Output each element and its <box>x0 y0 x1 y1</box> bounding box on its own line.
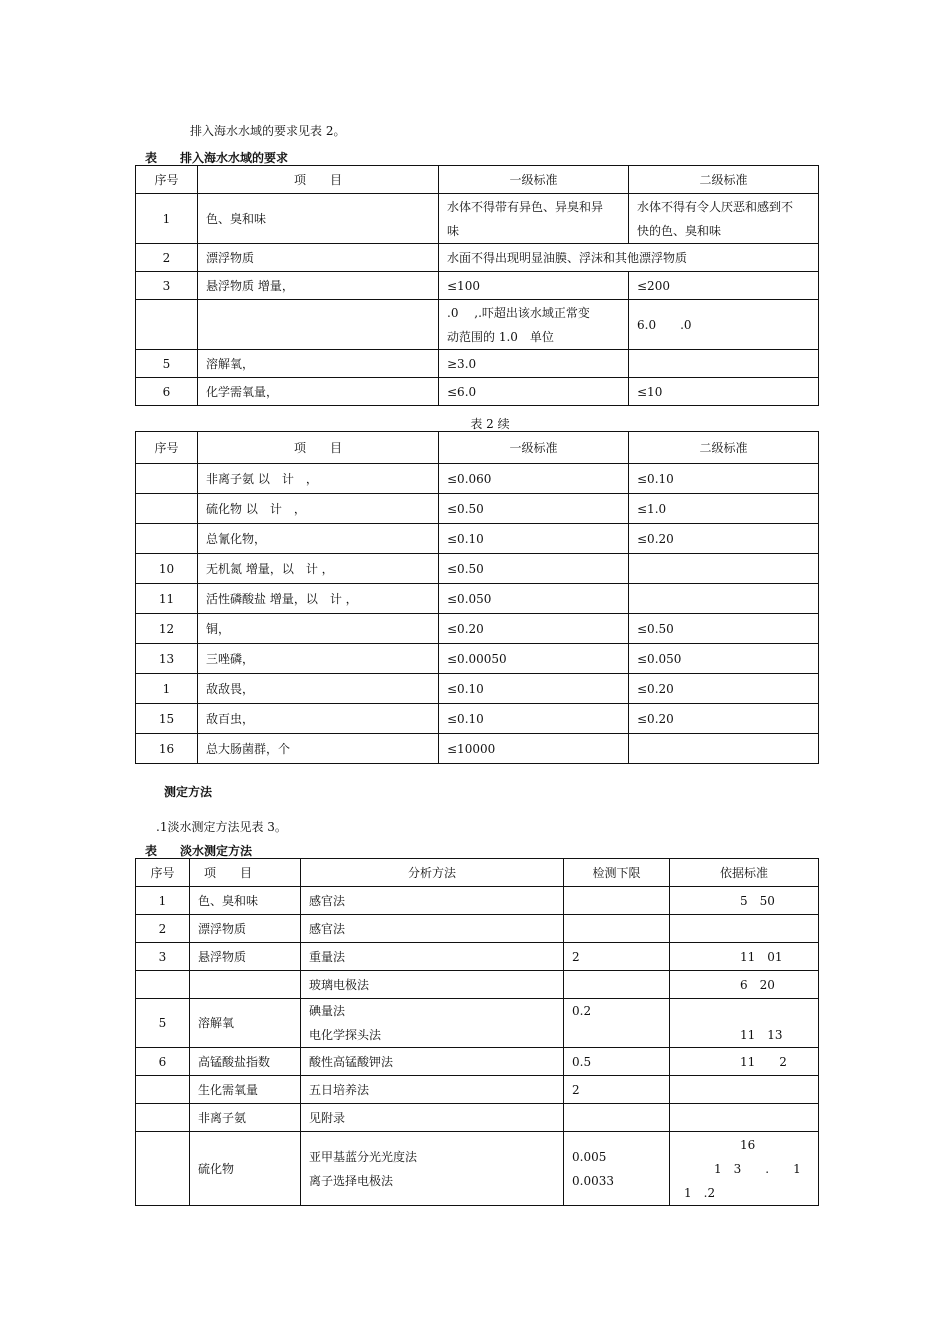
row-number: 5 <box>136 999 190 1048</box>
row-number: 10 <box>136 554 198 584</box>
table-row <box>136 300 819 350</box>
row-detection-limit: 2 <box>564 1076 670 1104</box>
row-detection-limit <box>564 887 670 915</box>
row-number: 12 <box>136 614 198 644</box>
row-item <box>198 300 439 350</box>
row-item <box>190 971 301 999</box>
row-number <box>136 971 190 999</box>
row-method: 感官法 <box>301 887 564 915</box>
row-number <box>136 1076 190 1104</box>
table-row <box>136 1048 819 1076</box>
row-standard-2: ≤10 <box>629 378 819 406</box>
cell-line: 16 <box>740 1137 756 1152</box>
row-number: 5 <box>136 350 198 378</box>
table-row <box>136 554 819 584</box>
cell-line: 亚甲基蓝分光光度法 <box>309 1149 418 1164</box>
row-item: 硫化物 以 计 ， <box>198 494 439 524</box>
cell-line: 动范围的 1.0 单位 <box>447 329 554 344</box>
table-row <box>136 378 819 406</box>
row-number: 1 <box>136 887 190 915</box>
table-row <box>136 1104 819 1132</box>
cell-line: 离子选择电极法 <box>309 1173 394 1188</box>
row-method <box>301 1132 564 1206</box>
row-standard-2: ≤0.050 <box>629 644 819 674</box>
row-item: 高锰酸盐指数 <box>190 1048 301 1076</box>
header-cell: 一级标准 <box>439 432 629 464</box>
row-standard-1: ≤0.10 <box>439 704 629 734</box>
row-standard-2 <box>629 584 819 614</box>
cell-line: 水体不得有令人厌恶和感到不 <box>637 199 794 214</box>
cell-line: 水体不得带有异色、异臭和异 <box>447 199 604 214</box>
row-standard-2: ≤0.50 <box>629 614 819 644</box>
row-number <box>136 464 198 494</box>
row-item: 硫化物 <box>190 1132 301 1206</box>
table-row <box>136 644 819 674</box>
row-standard-1: ≤0.20 <box>439 614 629 644</box>
row-standard-1: ≤0.10 <box>439 524 629 554</box>
cell-line: 1 3 . 1 <box>714 1161 801 1176</box>
row-item: 漂浮物质 <box>190 915 301 943</box>
row-number: 1 <box>136 674 198 704</box>
cell-line: 0.0033 <box>572 1173 614 1188</box>
row-standard: 11 2 <box>670 1048 819 1076</box>
row-standard-2 <box>629 350 819 378</box>
row-standard-1: ≤0.50 <box>439 554 629 584</box>
row-method: 感官法 <box>301 915 564 943</box>
row-detection-limit <box>564 915 670 943</box>
row-standard-1: ≥3.0 <box>439 350 629 378</box>
row-standard-2: ≤0.20 <box>629 704 819 734</box>
row-number <box>136 524 198 554</box>
row-detection-limit <box>564 1104 670 1132</box>
row-standard-1: ≤10000 <box>439 734 629 764</box>
row-standard-1: ≤6.0 <box>439 378 629 406</box>
row-item: 非离子氨 以 计 ， <box>198 464 439 494</box>
row-standard-2 <box>629 194 819 244</box>
cell-line <box>572 1023 661 1047</box>
row-standard-1: ≤0.050 <box>439 584 629 614</box>
row-method: 五日培养法 <box>301 1076 564 1104</box>
table-row <box>136 350 819 378</box>
table-row <box>136 674 819 704</box>
header-cell: 二级标准 <box>629 432 819 464</box>
cell-line: 1 .2 <box>684 1185 716 1200</box>
row-detection-limit: 2 <box>564 943 670 971</box>
row-number: 6 <box>136 378 198 406</box>
row-number <box>136 1104 190 1132</box>
header-cell: 序号 <box>136 166 198 194</box>
table-row <box>136 464 819 494</box>
row-method <box>301 999 564 1048</box>
cell-line: 0.2 <box>572 1004 592 1018</box>
cell-line <box>740 999 810 1023</box>
table-row <box>136 244 819 272</box>
row-number: 3 <box>136 272 198 300</box>
row-standard-1 <box>439 300 629 350</box>
row-detection-limit <box>564 1132 670 1206</box>
row-standard <box>670 1076 819 1104</box>
table-row <box>136 584 819 614</box>
table-row <box>136 943 819 971</box>
table-row <box>136 614 819 644</box>
table1-caption-label: 表 <box>145 151 158 165</box>
section-heading: 测定方法 <box>164 785 213 799</box>
row-number: 3 <box>136 943 190 971</box>
table-row <box>136 194 819 244</box>
row-item: 总大肠菌群，个 <box>198 734 439 764</box>
row-standard <box>670 1104 819 1132</box>
row-standard-1 <box>439 194 629 244</box>
row-item: 色、臭和味 <box>190 887 301 915</box>
row-item: 化学需氧量， <box>198 378 439 406</box>
table-header-row <box>136 432 819 464</box>
row-standard <box>670 915 819 943</box>
row-number: 15 <box>136 704 198 734</box>
row-number: 2 <box>136 244 198 272</box>
row-number: 16 <box>136 734 198 764</box>
row-number: 6 <box>136 1048 190 1076</box>
table-header-row <box>136 859 819 887</box>
row-item: 生化需氧量 <box>190 1076 301 1104</box>
row-standard-2: ≤0.20 <box>629 674 819 704</box>
table-row <box>136 494 819 524</box>
row-standard-2: ≤200 <box>629 272 819 300</box>
row-method: 见附录 <box>301 1104 564 1132</box>
row-item: 非离子氨 <box>190 1104 301 1132</box>
row-standard-2 <box>629 734 819 764</box>
row-standard-2: ≤1.0 <box>629 494 819 524</box>
table-row <box>136 704 819 734</box>
row-number: 2 <box>136 915 190 943</box>
row-standard-2: ≤0.20 <box>629 524 819 554</box>
row-standard-2 <box>629 554 819 584</box>
row-item: 敌敌畏， <box>198 674 439 704</box>
row-standard-merged: 水面不得出现明显油膜、浮沫和其他漂浮物质 <box>439 244 819 272</box>
row-standard: 5 50 <box>670 887 819 915</box>
row-standard-2: 6.0 .0 <box>629 300 819 350</box>
cell-line: 味 <box>447 223 460 238</box>
table2 <box>135 431 819 764</box>
table-row <box>136 272 819 300</box>
intro-text: 排入海水水域的要求见表 2。 <box>190 124 346 138</box>
row-standard-1: ≤0.10 <box>439 674 629 704</box>
row-method: 重量法 <box>301 943 564 971</box>
row-number <box>136 494 198 524</box>
header-cell: 序号 <box>136 432 198 464</box>
cell-line: 快的色、臭和味 <box>637 223 722 238</box>
header-cell: 序号 <box>136 859 190 887</box>
cell-line: 碘量法 <box>309 1004 346 1018</box>
subsection-text: .1淡水测定方法见表 3。 <box>156 820 287 834</box>
row-number: 11 <box>136 584 198 614</box>
header-cell: 一级标准 <box>439 166 629 194</box>
row-standard: 6 20 <box>670 971 819 999</box>
header-cell: 分析方法 <box>301 859 564 887</box>
row-item: 悬浮物质 <box>190 943 301 971</box>
table2-caption: 表 2 续 <box>470 417 510 431</box>
cell-line: 电化学探头法 <box>309 1028 382 1042</box>
row-item: 漂浮物质 <box>198 244 439 272</box>
table3-caption-title: 淡水测定方法 <box>180 844 253 858</box>
row-standard-1: ≤0.060 <box>439 464 629 494</box>
row-item: 铜， <box>198 614 439 644</box>
cell-line: 0.005 <box>572 1149 607 1164</box>
row-standard: 11 01 <box>670 943 819 971</box>
row-standard <box>670 999 819 1048</box>
table-row <box>136 971 819 999</box>
row-item: 三唑磷， <box>198 644 439 674</box>
row-standard-1: ≤0.50 <box>439 494 629 524</box>
table-row <box>136 1076 819 1104</box>
table-header-row <box>136 166 819 194</box>
header-cell: 项 目 <box>198 166 439 194</box>
table3 <box>135 858 819 1206</box>
row-method: 玻璃电极法 <box>301 971 564 999</box>
row-item: 无机氮 增量，以 计 ， <box>198 554 439 584</box>
row-detection-limit <box>564 971 670 999</box>
row-standard-2: ≤0.10 <box>629 464 819 494</box>
row-detection-limit: 0.5 <box>564 1048 670 1076</box>
row-standard-1: ≤0.00050 <box>439 644 629 674</box>
row-method: 酸性高锰酸钾法 <box>301 1048 564 1076</box>
table-row <box>136 1132 819 1206</box>
header-cell: 项 目 <box>198 432 439 464</box>
header-cell: 依据标准 <box>670 859 819 887</box>
row-item: 悬浮物质 增量， <box>198 272 439 300</box>
row-item: 活性磷酸盐 增量，以 计 ， <box>198 584 439 614</box>
table-row <box>136 524 819 554</box>
table-row <box>136 887 819 915</box>
row-standard-1: ≤100 <box>439 272 629 300</box>
header-cell: 项 目 <box>190 859 301 887</box>
table-row <box>136 999 819 1048</box>
header-cell: 检测下限 <box>564 859 670 887</box>
table-row <box>136 915 819 943</box>
row-standard <box>670 1132 819 1206</box>
row-number: 1 <box>136 194 198 244</box>
table1 <box>135 165 819 406</box>
row-item: 溶解氧， <box>198 350 439 378</box>
table-row <box>136 734 819 764</box>
cell-line: 11 13 <box>740 1028 783 1042</box>
row-number <box>136 300 198 350</box>
table3-caption-label: 表 <box>145 844 158 858</box>
row-number <box>136 1132 190 1206</box>
cell-line: .0 ,.吓超出该水域正常变 <box>447 305 590 320</box>
row-item: 敌百虫， <box>198 704 439 734</box>
table1-caption-title: 排入海水水域的要求 <box>180 151 289 165</box>
row-item: 色、臭和味 <box>198 194 439 244</box>
row-detection-limit <box>564 999 670 1048</box>
row-number: 13 <box>136 644 198 674</box>
header-cell: 二级标准 <box>629 166 819 194</box>
row-item: 总氰化物， <box>198 524 439 554</box>
row-item: 溶解氧 <box>190 999 301 1048</box>
